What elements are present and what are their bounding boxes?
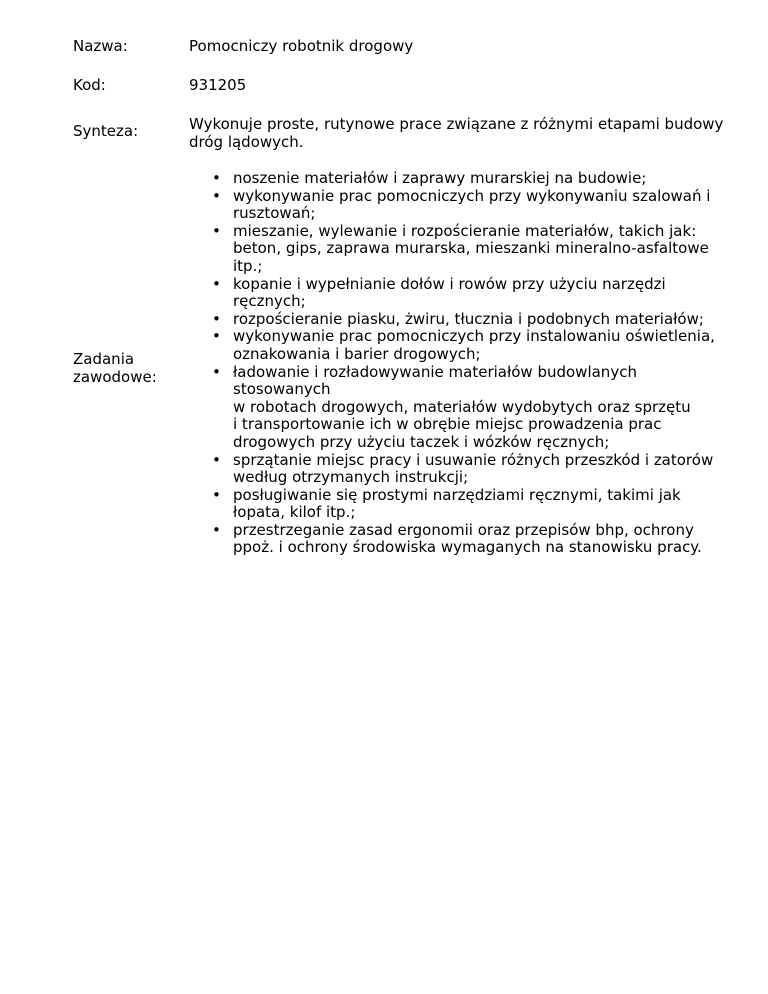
task-item: • rozpościeranie piasku, żwiru, tłucznia i podobnych materiałów; — [210, 311, 735, 329]
task-item: • wykonywanie prac pomocniczych przy wykonywaniu szalowań i rusztowań; — [210, 188, 735, 223]
synteza-value: Wykonuje proste, rutynowe prace związane z różnymi etapami budowy dróg lądowych. — [189, 115, 724, 151]
task-item: • kopanie i wypełnianie dołów i rowów przy użyciu narzędzi ręcznych; — [210, 276, 735, 311]
tasks-list — [210, 170, 735, 557]
task-item-line: w robotach drogowych, materiałów wydobytych oraz sprzętu — [233, 397, 691, 416]
task-item: • przestrzeganie zasad ergonomii oraz przepisów bhp, ochrony ppoż. i ochrony środowiska wymaganych na stanowisku pracy. — [210, 522, 735, 557]
kod-value: 931205 — [189, 76, 247, 94]
task-item: • mieszanie, wylewanie i rozpościeranie materiałów, takich jak: beton, gips, zaprawa murarska, mieszanki mineralno-asfaltowe itp.; — [210, 223, 735, 276]
zadania-label-line1: Zadania — [73, 350, 135, 368]
zadania-label — [73, 351, 183, 386]
synteza-label: Synteza: — [73, 122, 139, 140]
task-item — [210, 364, 735, 452]
task-item-line: i transportowanie ich w obrębie miejsc prowadzenia prac — [233, 415, 662, 434]
nazwa-value: Pomocniczy robotnik drogowy — [189, 37, 414, 55]
nazwa-label: Nazwa: — [73, 37, 128, 55]
zadania-label-line2: zawodowe: — [73, 367, 157, 386]
task-item: • wykonywanie prac pomocniczych przy instalowaniu oświetlenia, oznakowania i barier drogowych; — [210, 328, 735, 363]
task-item-line: drogowych przy użyciu taczek i wózków ręcznych; — [233, 432, 610, 451]
task-item: • posługiwanie się prostymi narzędziami ręcznymi, takimi jak łopata, kilof itp.; — [210, 487, 735, 522]
task-item: • sprzątanie miejsc pracy i usuwanie różnych przeszkód i zatorów według otrzymanych instrukcji; — [210, 452, 735, 487]
task-item: • noszenie materiałów i zaprawy murarskiej na budowie; — [210, 170, 735, 188]
task-item-line: • ładowanie i rozładowywanie materiałów budowlanych stosowanych — [233, 362, 637, 399]
kod-label: Kod: — [73, 76, 106, 94]
